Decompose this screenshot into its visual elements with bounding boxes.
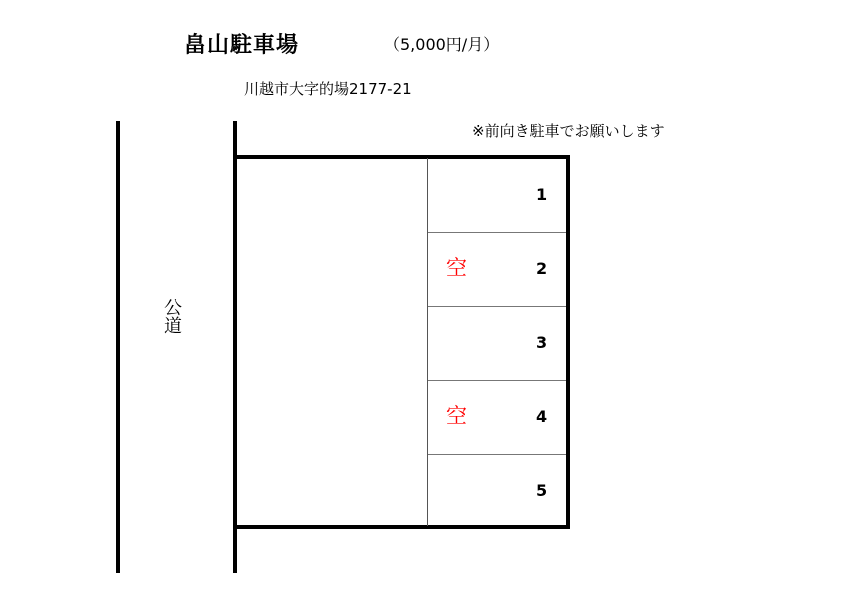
- road-left-boundary-line: [116, 121, 120, 573]
- lot-right-boundary: [566, 155, 570, 529]
- stall-number: 3: [536, 333, 548, 352]
- stall-vacancy-label: 空: [446, 256, 467, 280]
- parking-stall-1[interactable]: [428, 158, 566, 232]
- stall-number: 2: [536, 259, 548, 278]
- parking-stall-4[interactable]: [428, 380, 566, 454]
- monthly-price: （5,000円/月）: [384, 35, 500, 54]
- parking-stall-5[interactable]: [428, 454, 566, 528]
- parking-lot-title: 畠山駐車場: [184, 33, 300, 58]
- road-right-boundary-line: [233, 121, 237, 573]
- parking-instruction-note: ※前向き駐車でお願いします: [472, 122, 665, 140]
- parking-stall-2[interactable]: [428, 232, 566, 306]
- stall-number: 4: [536, 407, 548, 426]
- stall-number: 1: [536, 185, 548, 204]
- lot-address: 川越市大字的場2177-21: [244, 80, 412, 98]
- public-road-label: 公道: [161, 298, 182, 334]
- parking-stall-3[interactable]: [428, 306, 566, 380]
- stall-number: 5: [536, 481, 548, 500]
- stall-vacancy-label: 空: [446, 404, 467, 428]
